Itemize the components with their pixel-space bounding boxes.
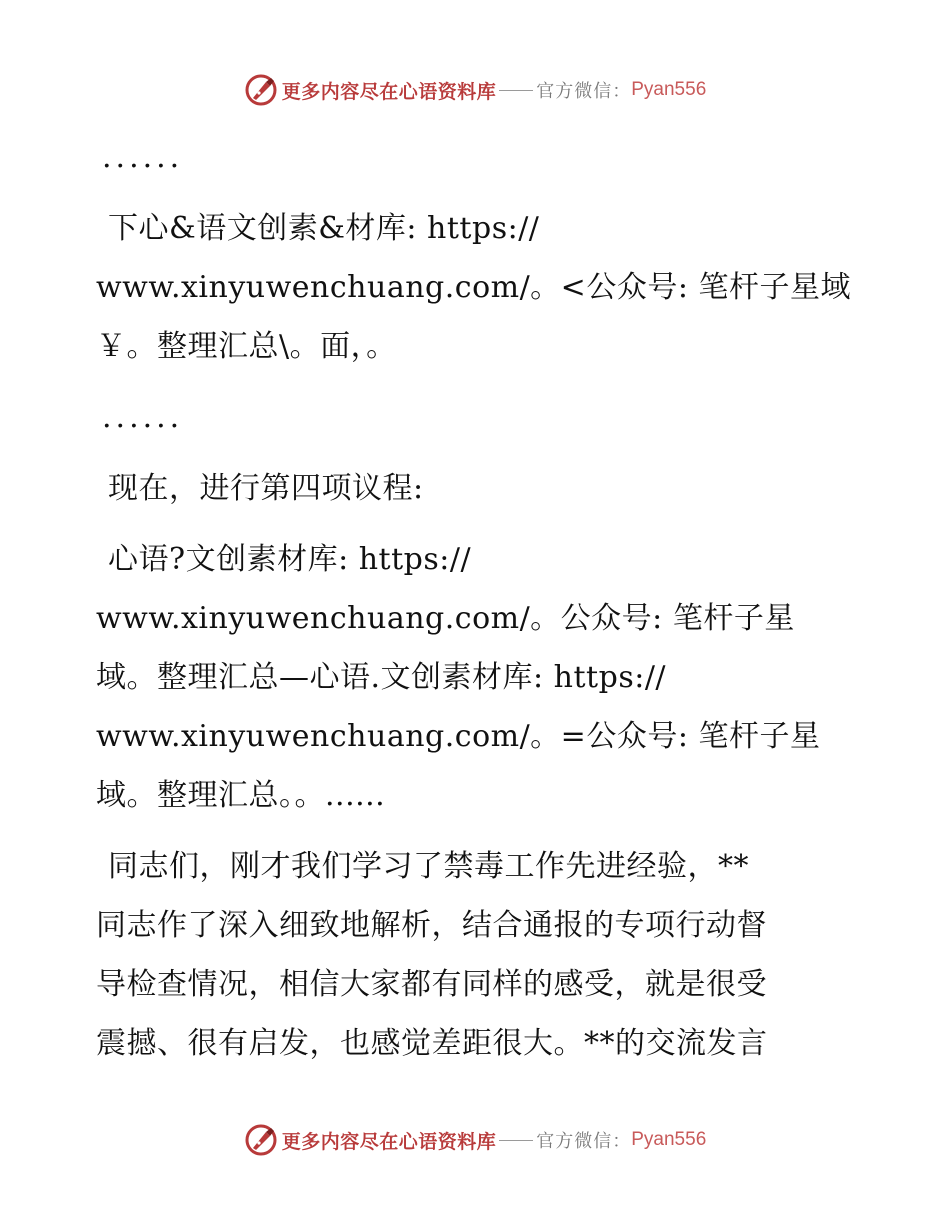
paragraph-source-2 <box>96 530 856 825</box>
watermark-wechat-id: Pyan556 <box>631 1129 707 1150</box>
text-line: www.xinyuwenchuang.com/。<公众号: 笔杆子星域 <box>96 270 851 305</box>
watermark-wechat-label: 官方微信： <box>536 1131 632 1152</box>
watermark-wechat-label: 官方微信： <box>536 81 632 102</box>
text-line: 下心&语文创素&材库: https:// <box>108 211 540 246</box>
watermark-title: 更多内容尽在心语资料库 <box>281 1130 497 1153</box>
text-line: 震撼、很有启发，也感觉差距很大。**的交流发言 <box>96 1026 768 1061</box>
text-line: 域。整理汇总。。...... <box>96 778 386 813</box>
document-body <box>96 128 856 1073</box>
footer-watermark <box>0 1120 950 1160</box>
header-watermark <box>0 70 950 110</box>
paragraph-speech <box>96 837 856 1073</box>
paragraph-agenda <box>96 459 856 518</box>
pen-nib-circle-icon <box>244 1123 278 1157</box>
text-line: 域。整理汇总—心语.文创素材库: https:// <box>96 660 667 695</box>
paragraph-ellipsis-1 <box>96 128 856 187</box>
text-line: 导检查情况，相信大家都有同样的感受，就是很受 <box>96 967 767 1002</box>
text-line: ...... <box>102 140 184 175</box>
text-line: 现在，进行第四项议程: <box>108 471 424 506</box>
text-line: ￥。整理汇总\。面，。 <box>96 329 397 364</box>
paragraph-source-1 <box>96 199 856 376</box>
text-line: 同志们，刚才我们学习了禁毒工作先进经验，** <box>108 849 749 884</box>
watermark-dash <box>499 90 533 91</box>
watermark-dash <box>499 1140 533 1141</box>
watermark-title: 更多内容尽在心语资料库 <box>281 80 497 103</box>
text-line: 同志作了深入细致地解析，结合通报的专项行动督 <box>96 908 767 943</box>
text-line: www.xinyuwenchuang.com/。=公众号: 笔杆子星 <box>96 719 821 754</box>
text-line: ...... <box>102 400 184 435</box>
paragraph-ellipsis-2 <box>96 388 856 447</box>
watermark-wechat-id: Pyan556 <box>631 79 707 100</box>
text-line: 心语?文创素材库: https:// <box>108 542 472 577</box>
text-line: www.xinyuwenchuang.com/。公众号: 笔杆子星 <box>96 601 795 636</box>
pen-nib-circle-icon <box>244 73 278 107</box>
